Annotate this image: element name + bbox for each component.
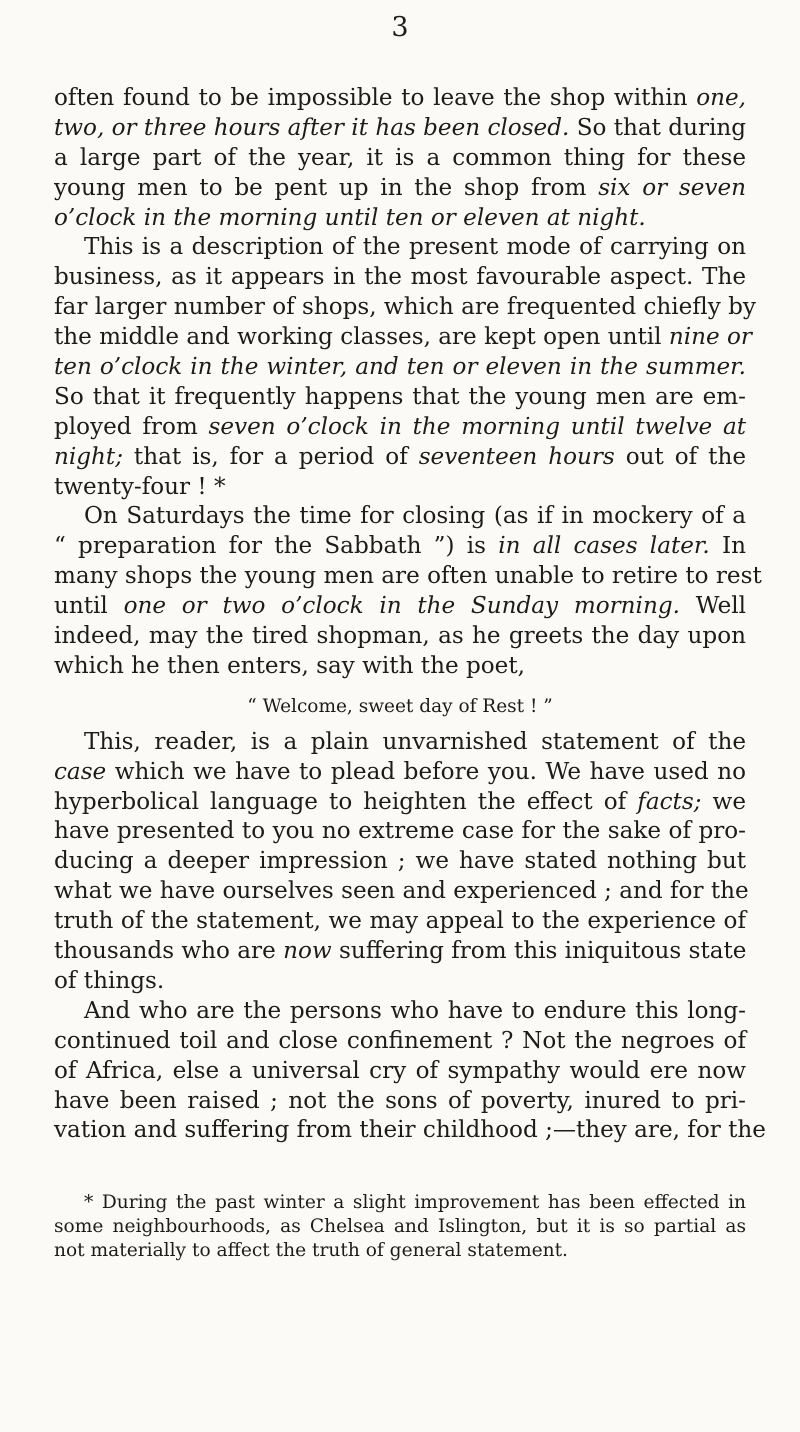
text-line xyxy=(54,907,746,937)
body-text xyxy=(54,84,766,1146)
text-span: many shops the young men are often unable to retire to rest xyxy=(54,563,762,590)
text-line xyxy=(54,353,746,383)
text-line xyxy=(54,204,746,234)
paragraph-block-1 xyxy=(54,84,762,682)
text-span: “ preparation for the Sabbath ”) is xyxy=(54,533,499,560)
text-line xyxy=(54,937,746,967)
text-span: truth of the statement, we may appeal to the experience of xyxy=(54,908,746,935)
text-line xyxy=(54,293,756,323)
text-line xyxy=(54,1027,746,1057)
italic-text: case xyxy=(54,758,107,785)
italic-text: nine or xyxy=(668,324,752,351)
italic-text: night; xyxy=(54,443,123,470)
text-line xyxy=(54,817,746,847)
text-line xyxy=(54,443,746,473)
text-span: hyperbolical language to heighten the effect of xyxy=(54,788,638,815)
text-span: So that it frequently happens that the young men are em- xyxy=(54,383,746,410)
text-span: Well xyxy=(679,593,747,620)
text-line xyxy=(54,233,746,263)
text-span: indeed, may the tired shopman, as he greets the day upon xyxy=(54,623,746,650)
text-span: out of the xyxy=(614,443,746,470)
text-span: continued toil and close confinement ? Not the negroes of xyxy=(54,1027,746,1054)
text-line xyxy=(54,413,746,443)
text-span: suffering from this iniquitous state xyxy=(331,938,747,965)
text-span: business, as it appears in the most favourable aspect. The xyxy=(54,264,746,291)
text-span: And who are the persons who have to endure this long- xyxy=(84,997,746,1024)
italic-text: seven o’clock in the morning until twelve at xyxy=(208,413,747,440)
text-line xyxy=(54,263,746,293)
text-span: of Africa, else a universal cry of sympathy would ere now xyxy=(54,1057,746,1084)
text-line xyxy=(54,592,746,622)
text-line xyxy=(54,532,746,562)
italic-text: one or two o’clock in the Sunday morning. xyxy=(123,593,680,620)
text-span: young men to be pent up in the shop from xyxy=(54,174,599,201)
text-span: often found to be impossible to leave the shop within xyxy=(54,85,697,111)
text-span: thousands who are xyxy=(54,938,284,965)
text-line xyxy=(54,622,746,652)
text-span: have presented to you no extreme case for the sake of pro- xyxy=(54,818,746,845)
footnote-line: not materially to affect the truth of general statement. xyxy=(54,1239,568,1261)
text-span: the middle and working classes, are kept open until xyxy=(54,324,669,351)
text-line xyxy=(54,144,746,174)
text-line xyxy=(54,788,746,818)
italic-text: facts; xyxy=(637,788,702,815)
text-span: what we have ourselves seen and experienced ; and for the xyxy=(54,878,749,905)
text-span: vation and suffering from their childhood ;—they are, for the xyxy=(54,1117,766,1144)
text-line xyxy=(54,1116,766,1146)
text-span: ducing a deeper impression ; we have stated nothing but xyxy=(54,848,746,875)
text-line xyxy=(54,562,762,592)
text-span: have been raised ; not the sons of poverty, inured to pri- xyxy=(54,1087,746,1114)
italic-text: ten o’clock in the winter, and ten or eleven in the summer. xyxy=(54,354,746,381)
text-line xyxy=(54,323,752,353)
text-line xyxy=(54,652,746,682)
text-line xyxy=(54,383,746,413)
paragraph-block-2 xyxy=(54,728,766,1146)
text-span: On Saturdays the time for closing (as if in mockery of a xyxy=(84,503,746,530)
text-span: This is a description of the present mode of carrying on xyxy=(84,234,746,261)
text-span: that is, for a period of xyxy=(122,443,419,470)
italic-text: in all cases later. xyxy=(498,533,710,560)
text-span: This, reader, is a plain unvarnished statement of the xyxy=(84,728,746,755)
poem-quote: “ Welcome, sweet day of Rest ! ” xyxy=(247,695,553,717)
italic-text: now xyxy=(283,938,332,965)
text-span: twenty-four ! * xyxy=(54,473,226,500)
page-number: 3 xyxy=(391,12,409,43)
text-span: which he then enters, say with the poet, xyxy=(54,652,525,679)
text-span: we xyxy=(701,788,746,815)
text-line xyxy=(54,728,746,758)
italic-text: two, or three hours after it has been closed. xyxy=(54,114,570,141)
text-span: In xyxy=(709,533,746,560)
text-line xyxy=(54,877,749,907)
footnote xyxy=(54,1191,746,1262)
text-line xyxy=(54,967,746,997)
text-span: far larger number of shops, which are frequented chiefly by xyxy=(54,294,756,321)
text-line xyxy=(54,847,746,877)
italic-text: seventeen hours xyxy=(418,443,615,470)
text-span: until xyxy=(54,593,124,620)
text-line xyxy=(54,114,746,144)
text-line xyxy=(54,502,746,532)
text-line xyxy=(54,473,746,503)
text-line xyxy=(54,174,746,204)
text-span: ployed from xyxy=(54,413,209,440)
text-line xyxy=(54,84,746,114)
italic-text: one, xyxy=(696,85,746,111)
text-span: a large part of the year, it is a common thing for these xyxy=(54,144,746,171)
italic-text: six or seven xyxy=(598,174,746,201)
text-line xyxy=(54,1057,746,1087)
text-line xyxy=(54,1087,746,1117)
text-span: which we have to plead before you. We have used no xyxy=(106,758,746,785)
footnote-line: some neighbourhoods, as Chelsea and Islington, but it is so partial as xyxy=(54,1215,746,1237)
text-span: of things. xyxy=(54,967,165,994)
text-line xyxy=(54,758,746,788)
text-span: So that during xyxy=(569,114,747,141)
italic-text: o’clock in the morning until ten or eleven at night. xyxy=(54,204,646,231)
footnote-line: * During the past winter a slight improvement has been effected in xyxy=(84,1192,746,1213)
text-line xyxy=(54,997,746,1027)
